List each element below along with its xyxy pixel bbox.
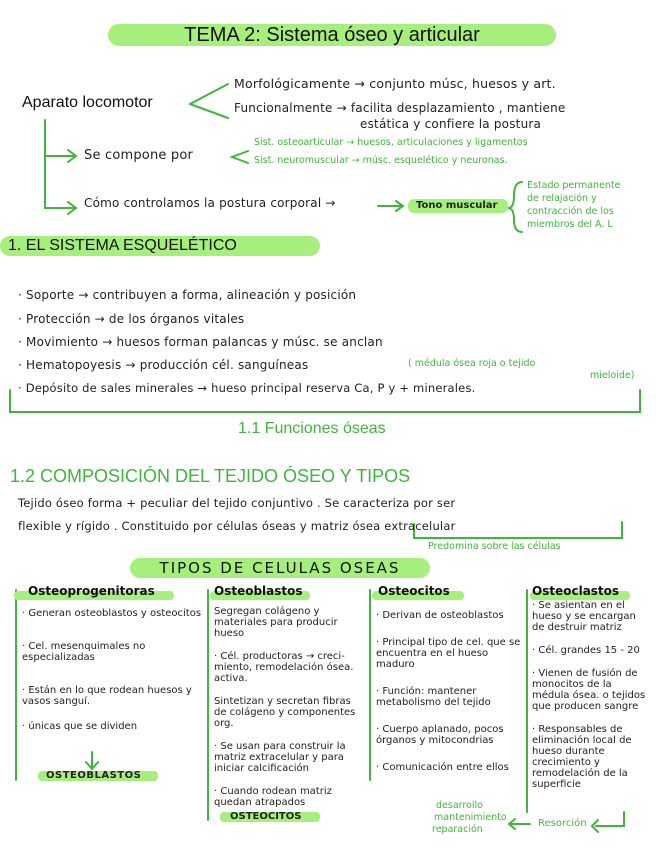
col4-title: Osteoclastos <box>532 584 620 598</box>
osteocitos-footer: OSTEOCITOS <box>230 811 302 822</box>
tono-note-3: contracción de los <box>527 206 614 217</box>
col4-item: · Se asientan en el hueso y se encargan de destruir matriz <box>532 600 636 633</box>
col-osteoprogenitoras <box>22 608 202 744</box>
composicion-line-1: Tejido óseo forma + peculiar del tejido conjuntivo . Se caracteriza por ser <box>18 496 456 510</box>
resorcion-note: Resorción <box>538 818 587 829</box>
tono-note-4: miembros del A. L <box>527 219 613 230</box>
col3-item: · Función: mantener metabolismo del tejido <box>376 686 491 708</box>
funcion-hematopoyesis: · Hematopoyesis → producción cél. sanguíneas <box>18 358 309 372</box>
col1-item: · Cel. mesenquimales no especializadas <box>22 641 146 663</box>
col4-item: · Responsables de eliminación local de hueso durante crecimiento y remodelación de la superficie <box>532 724 632 790</box>
col1-item: · Generan osteoblastos y osteocitos <box>22 608 202 619</box>
composicion-line-2: flexible y rígido . Constituido por células óseas y matriz ósea extracelular <box>18 519 456 533</box>
bottom-note-desarrollo: desarrollo <box>436 800 483 811</box>
tono-note-2: de relajación y <box>527 193 597 204</box>
col2-title: Osteoblastos <box>214 584 303 598</box>
col3-item: · Principal tipo de cel. que se encuentra en el hueso maduro <box>376 637 521 670</box>
medula-note-1: ( médula ósea roja o tejido <box>408 358 536 369</box>
col3-item: · Cuerpo aplanado, pocos órganos y mitocondrias <box>376 724 504 746</box>
sist-osteoarticular: Sist. osteoarticular → huesos, articulaciones y ligamentos <box>254 137 528 148</box>
col-osteoblastos <box>214 606 362 810</box>
col2-item: Sintetizan y secretan fibras de colágeno y componentes org. <box>214 696 356 729</box>
page-title: TEMA 2: Sistema óseo y articular <box>184 24 480 46</box>
tono-note-1: Estado permanente <box>527 180 621 191</box>
funcion-movimiento: · Movimiento → huesos forman palancas y músc. se anclan <box>18 335 383 349</box>
col1-title: Osteoprogenitoras <box>28 584 155 598</box>
funciones-oseas-subtitle: 1.1 Funciones óseas <box>238 420 386 437</box>
tono-muscular: Tono muscular <box>416 200 498 211</box>
col2-item: · Cuando rodean matriz quedan atrapados <box>214 786 332 808</box>
col3-item: · Derivan de osteoblastos <box>376 610 504 621</box>
tipos-heading: TIPOS DE CELULAS OSEAS <box>159 559 401 577</box>
section2-heading: 1.2 COMPOSICIÓN DEL TEJIDO ÓSEO Y TIPOS <box>10 466 411 486</box>
col4-item: · Cél. grandes 15 - 20 <box>532 645 640 656</box>
col2-item: · Cél. productoras → creci-miento, remodelación ósea. activa. <box>214 651 354 684</box>
bottom-note-mantenimiento: mantenimiento <box>434 812 507 823</box>
col-osteocitos <box>376 610 522 785</box>
sist-neuromuscular: Sist. neuromuscular → músc. esquelético y neuronas. <box>254 155 508 166</box>
postura-text: Cómo controlamos la postura corporal → <box>84 196 336 210</box>
col1-item: · Están en lo que rodean huesos y vasos sanguí. <box>22 685 192 707</box>
funcion-deposito: · Depósito de sales minerales → hueso principal reserva Ca, P y + minerales. <box>18 381 476 395</box>
predomina-note: Predomina sobre las células <box>428 541 561 552</box>
funcionalmente-text-2: estática y confiere la postura <box>360 117 542 131</box>
col2-item: Segregan colágeno y materiales para producir hueso <box>214 606 338 639</box>
osteoblastos-footer: OSTEOBLASTOS <box>46 770 142 781</box>
col-osteoclastos <box>532 600 650 802</box>
section1-heading: 1. EL SISTEMA ESQUELÉTICO <box>8 237 237 254</box>
col1-item: · únicas que se dividen <box>22 721 138 732</box>
col2-item: · Se usan para construir la matriz extracelular y para iniciar calcificación <box>214 741 346 774</box>
morfologicamente-text: Morfológicamente → conjunto músc, huesos y art. <box>234 76 556 91</box>
funcionalmente-text: Funcionalmente → facilita desplazamiento , mantiene <box>234 101 566 115</box>
col3-item: · Comunicación entre ellos <box>376 762 509 773</box>
aparato-label: Aparato locomotor <box>22 94 153 111</box>
col4-item: · Vienen de fusión de monocitos de la médula ósea. o tejidos que producen sangre <box>532 668 646 712</box>
col3-title: Osteocitos <box>378 584 450 598</box>
funcion-proteccion: · Protección → de los órganos vitales <box>18 312 245 326</box>
se-compone-text: Se compone por <box>84 148 194 163</box>
medula-note-2: mieloide) <box>590 370 635 381</box>
bottom-note-reparacion: reparación <box>432 824 483 835</box>
funcion-soporte: · Soporte → contribuyen a forma, alineación y posición <box>18 288 357 302</box>
